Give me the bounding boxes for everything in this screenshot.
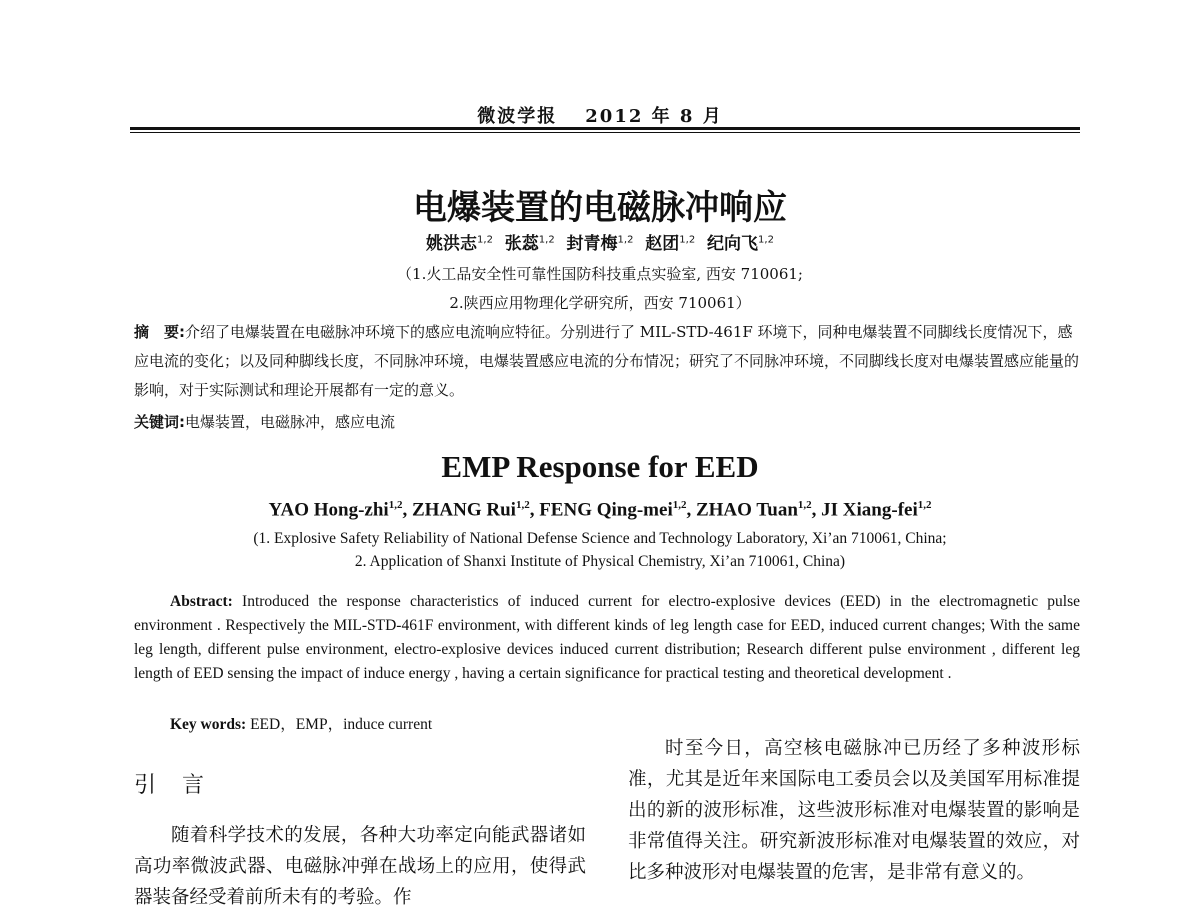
chinese-authors (0, 229, 1200, 254)
author-affiliation-mark: 1,2 (388, 499, 403, 511)
english-keywords (170, 712, 432, 734)
english-abstract (134, 590, 1080, 686)
english-affiliation-2: 2. Application of Shanxi Institute of Physical Chemistry, Xi’an 710061, China) (354, 553, 846, 570)
author-name: FENG Qing-mei (539, 499, 673, 521)
section-heading-introduction (134, 768, 206, 799)
author-affiliation-mark: 1,2 (797, 499, 812, 511)
section-heading-char-1: 引 (134, 773, 159, 798)
author-affiliation-mark: 1,2 (477, 234, 493, 246)
author-name: JI Xiang-fei (821, 499, 918, 521)
chinese-keywords-text: 电爆装置，电磁脉冲，感应电流 (185, 413, 396, 431)
chinese-keywords (134, 408, 1080, 437)
english-title: EMP Response for EED (441, 449, 759, 484)
author-name: YAO Hong-zhi (268, 499, 389, 521)
header-rule-thin (130, 132, 1080, 133)
author-affiliation-mark: 1,2 (515, 499, 530, 511)
author-affiliation-mark: 1,2 (672, 499, 687, 511)
journal-name: 微波学报 (477, 106, 558, 127)
author-name: ZHANG Rui (411, 499, 516, 521)
author-name: 纪向飞 (707, 234, 759, 254)
english-abstract-text: Introduced the response characteristics of induced current for electro-explosive devices (EED) in the electromagnetic pulse environment . Respectively the MIL-STD-461F environment, with different kinds of leg length case for EED, induced current changes; With the same leg length, different pulse environment, electro-explosive devices induced current distribution; Research different pulse environment , different leg length of EED sensing the impact of induce energy , having a certain significance for practical testing and theoretical development . (134, 593, 1081, 682)
chinese-affiliation-1: （1.火工品安全性可靠性国防科技重点实验室, 西安 710061; (397, 265, 803, 283)
author-affiliation-mark: 1,2 (679, 234, 696, 246)
english-affiliation-1: (1. Explosive Safety Reliability of National Defense Science and Technology Laboratory, Xi’an 710061, China; (253, 530, 947, 547)
running-header (0, 102, 1200, 128)
issue-date: 2012 年 8 月 (585, 106, 723, 127)
author-affiliation-mark: 1,2 (758, 234, 774, 246)
author-name: 赵团 (645, 234, 680, 254)
chinese-keywords-label: 关键词: (134, 413, 185, 431)
chinese-affiliation-2: 2.陕西应用物理化学研究所，西安 710061） (449, 294, 751, 312)
chinese-abstract (134, 318, 1080, 405)
section-heading-char-2: 言 (182, 773, 207, 798)
author-affiliation-mark: 1,2 (617, 234, 634, 246)
author-name: 张蕊 (504, 234, 539, 254)
chinese-abstract-label: 摘 要: (134, 323, 185, 341)
author-affiliation-mark: 1,2 (538, 234, 555, 246)
chinese-title: 电爆装置的电磁脉冲响应 (413, 188, 787, 228)
chinese-abstract-text: 介绍了电爆装置在电磁脉冲环境下的感应电流响应特征。分别进行了 MIL-STD-461F 环境下，同种电爆装置不同脚线长度情况下，感应电流的变化；以及同种脚线长度，不同脉冲环境，电爆装置感应电流的分布情况；研究了不同脉冲环境，不同脚线长度对电爆装置感应能量的影响，对于实际测试和理论开展都有一定的意义。 (134, 323, 1080, 399)
body-right-column: 时至今日，高空核电磁脉冲已历经了多种波形标准，尤其是近年来国际电工委员会以及美国军用标准提出的新的波形标准，这些波形标准对电爆装置的影响是非常值得关注。研究新波形标准对电爆装置的效应，对比多种波形对电爆装置的危害，是非常有意义的。 (628, 738, 1080, 883)
english-keywords-label: Key words: (170, 716, 247, 733)
author-name: 姚洪志 (426, 234, 478, 254)
english-authors: YAO Hong-zhi$^{1,2}$, ZHANG Rui$^{1,2}$, FENG Qing-mei$^{1,2}$, ZHAO Tuan$^{1,2}$, JI Xiang-fei$^{1,2}$ (268, 499, 932, 521)
english-keywords-text: EED，EMP，induce current (250, 716, 433, 733)
author-affiliation-mark: 1,2 (917, 499, 932, 511)
english-abstract-label: Abstract: (170, 593, 233, 610)
body-left-column: 随着科学技术的发展，各种大功率定向能武器诸如高功率微波武器、电磁脉冲弹在战场上的应用，使得武器装备经受着前所未有的考验。作 (134, 825, 586, 908)
author-name: ZHAO Tuan (695, 499, 798, 521)
header-rule (130, 127, 1080, 130)
author-name: 封青梅 (566, 234, 618, 254)
